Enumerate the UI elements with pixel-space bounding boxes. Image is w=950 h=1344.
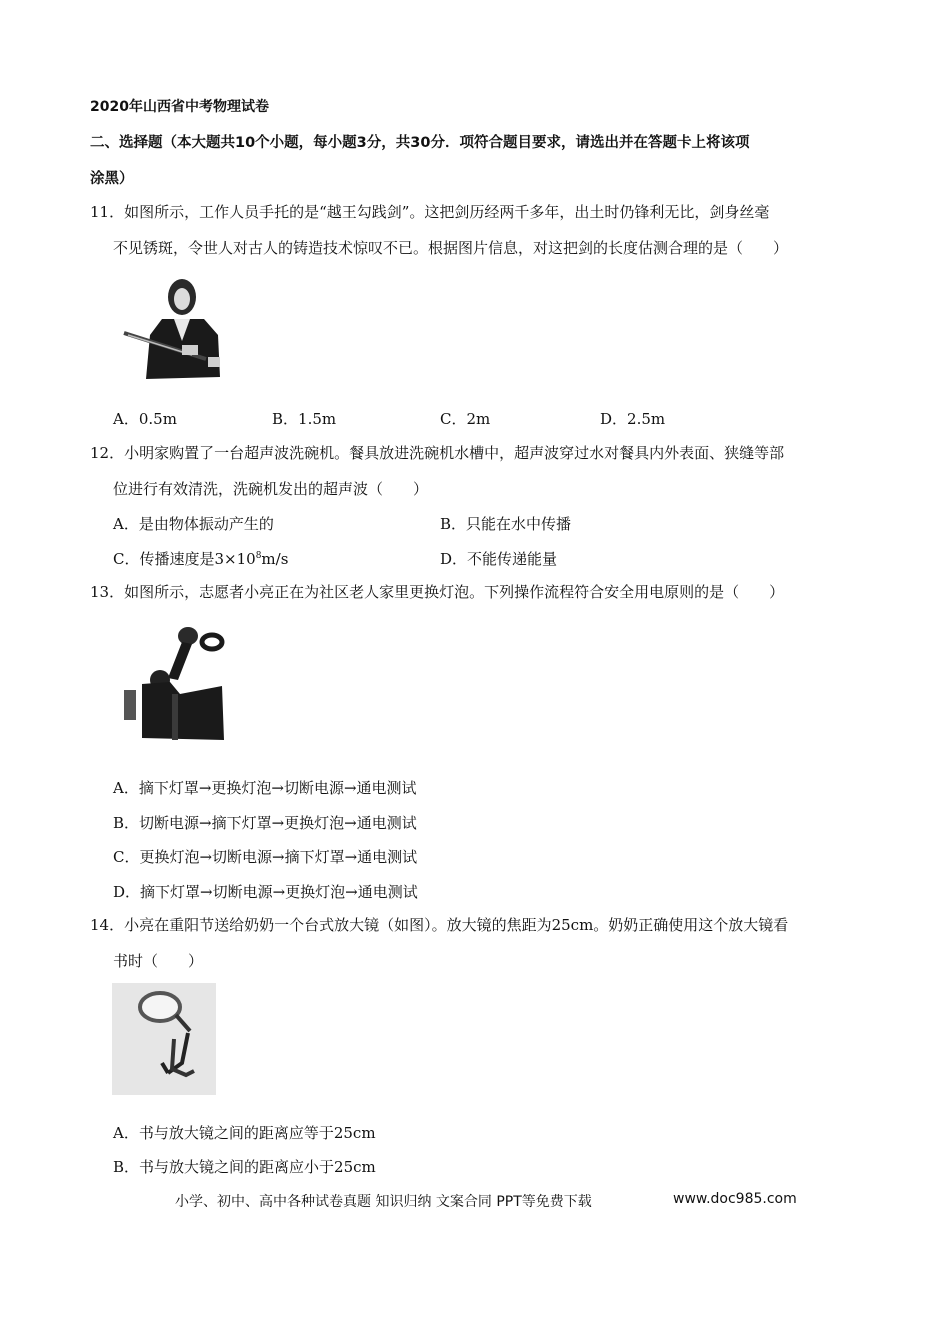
q13-stem: 13．如图所示，志愿者小亮正在为社区老人家里更换灯泡。下列操作流程符合安全用电原则的是（ ）: [90, 583, 785, 601]
q14-option-b: B．书与放大镜之间的距离应小于25cm: [113, 1158, 376, 1176]
q13-option-d: D．摘下灯罩→切断电源→更换灯泡→通电测试: [113, 883, 418, 901]
q11-stem: 11．如图所示，工作人员手托的是“越王勾践剑”。这把剑历经两千多年，出土时仍锋利无比，剑身丝毫: [90, 203, 770, 221]
q11-figure-sword-photo: [122, 275, 222, 383]
q13-option-a: A．摘下灯罩→更换灯泡→切断电源→通电测试: [113, 779, 417, 797]
document-title: 2020年山西省中考物理试卷: [90, 99, 269, 115]
q14-option-a: A．书与放大镜之间的距离应等于25cm: [113, 1124, 376, 1142]
q12-option-a: A．是由物体振动产生的: [113, 515, 274, 533]
q12-option-c: [113, 548, 288, 569]
q12-stem: 12．小明家购置了一台超声波洗碗机。餐具放进洗碗机水槽中，超声波穿过水对餐具内外表面、狭缝等部: [90, 444, 785, 462]
q12-stem-cont: 位进行有效清洗，洗碗机发出的超声波（ ）: [113, 480, 429, 498]
section-heading: 二、选择题（本大题共10个小题，每小题3分，共30分．项符合题目要求，请选出并在答题卡上将该项: [90, 135, 750, 151]
q14-figure-magnifier-photo: [112, 983, 216, 1095]
q12-option-c-text: C．传播速度是3×10: [113, 550, 256, 568]
q11-option-b: B．1.5m: [272, 410, 337, 428]
section-heading-cont: 涂黑）: [90, 171, 134, 187]
footer-text: 小学、初中、高中各种试卷真题 知识归纳 文案合同 PPT等免费下载: [175, 1194, 592, 1210]
q14-stem: 14．小亮在重阳节送给奶奶一个台式放大镜（如图）。放大镜的焦距为25cm。奶奶正确使用这个放大镜看: [90, 916, 789, 934]
q14-stem-cont: 书时（ ）: [113, 952, 204, 970]
q13-option-c: C．更换灯泡→切断电源→摘下灯罩→通电测试: [113, 848, 418, 866]
q13-figure-volunteer-photo: [120, 622, 230, 742]
q13-option-b: B．切断电源→摘下灯罩→更换灯泡→通电测试: [113, 814, 417, 832]
q11-option-c: C．2m: [440, 410, 491, 428]
q11-stem-cont: 不见锈斑，令世人对古人的铸造技术惊叹不已。根据图片信息，对这把剑的长度估测合理的是（ ）: [113, 239, 789, 257]
q12-option-c-unit: m/s: [261, 550, 289, 568]
q11-option-d: D．2.5m: [600, 410, 666, 428]
q12-option-c-exponent: 8: [255, 551, 262, 561]
q12-option-d: D．不能传递能量: [440, 550, 558, 568]
footer-url[interactable]: www.doc985.com: [673, 1191, 797, 1207]
q12-option-b: B．只能在水中传播: [440, 515, 572, 533]
q11-option-a: A．0.5m: [113, 410, 177, 428]
